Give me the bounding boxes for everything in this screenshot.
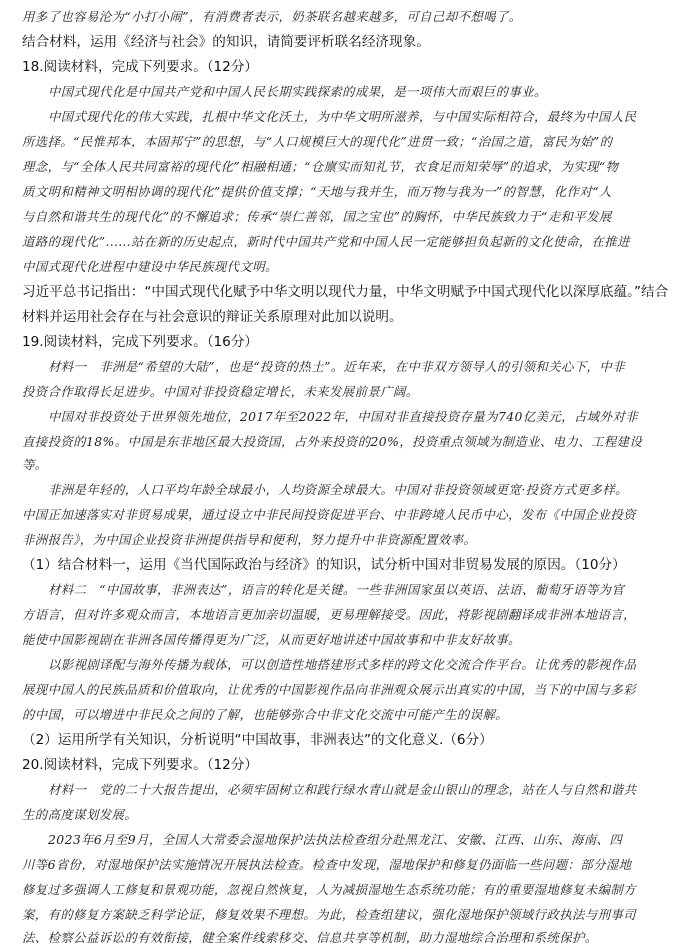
text-line: 非洲报告》，为中国企业投资非洲提供指导和便利，努力提升中非资源配置效率。 bbox=[22, 532, 477, 547]
question-prompt: 结合材料，运用《经济与社会》的知识，请简要评析联名经济现象。 bbox=[22, 34, 430, 50]
text-line: 法、检察公益诉讼的有效衔接，健全案件线索移交、信息共享等机制，助力湿地综合治理和系统保护。 bbox=[22, 930, 598, 945]
text-line: 用多了也容易沦为“小打小闹”，有消费者表示，奶茶联名越来越多，可自己却不想喝了。 bbox=[22, 9, 522, 24]
sub-question: （1）结合材料一，运用《当代国际政治与经济》的知识，试分析中国对非贸易发展的原因。（10分） bbox=[22, 557, 626, 573]
text-line: 的中国，可以增进中非民众之间的了解，也能够弥合中非文化交流中可能产生的误解。 bbox=[22, 707, 509, 722]
question-heading: 18.阅读材料，完成下列要求。（12分） bbox=[22, 59, 259, 75]
text-line: 等。 bbox=[22, 457, 48, 472]
text-line: 材料一 非洲是“希望的大陆”，也是“投资的热土”。近年来，在中非双方领导人的引领和关心下，中非 bbox=[48, 359, 625, 374]
text-line: 方语言，但对许多观众而言，本地语言更加亲切温暖，更易理解接受。因此，将影视剧翻译成非洲本地语言， bbox=[22, 607, 636, 622]
text-line: 川等6省份，对湿地保护法实施情况开展执法检查。检查中发现，湿地保护和修复仍面临一些问题：部分湿地 bbox=[22, 857, 632, 872]
text-line: 非洲是年轻的，人口平均年龄全球最小，人均资源全球最大。中国对非投资领域更宽·投资方式更多样。 bbox=[48, 482, 628, 497]
text-line: 修复过多强调人工修复和景观功能，忽视自然恢复，人为减损湿地生态系统功能；有的重要湿地修复未编制方 bbox=[22, 882, 636, 897]
text-line: 中国式现代化的伟大实践，扎根中华文化沃土，为中华文明所滋养，与中国实际相符合，最终为中国人民 bbox=[48, 109, 637, 124]
text-line: 中国对非投资处于世界领先地位，2017年至2022年，中国对非直接投资存量为740亿美元，占域外对非 bbox=[48, 409, 638, 424]
text-line: 理念，与“全体人民共同富裕的现代化”相融相通；“仓廪实而知礼节，衣食足而知荣辱”的追求，为实现“物 bbox=[22, 159, 619, 174]
text-line: 展现中国人的民族品质和价值取向，让优秀的中国影视作品向非洲观众展示出真实的中国，当下的中国与多彩 bbox=[22, 682, 636, 697]
text-line: 材料二 “中国故事，非洲表达”，语言的转化是关键。一些非洲国家虽以英语、法语、葡萄牙语等为官 bbox=[48, 582, 625, 597]
text-line: 质文明和精神文明相协调的现代化”提供价值支撑；“天地与我并生，而万物与我为一”的智慧，化作对“人 bbox=[22, 184, 612, 199]
question-heading: 19.阅读材料，完成下列要求。（16分） bbox=[22, 334, 259, 350]
sub-question: （2）运用所学有关知识，分析说明“中国故事，非洲表达”的文化意义.（6分） bbox=[22, 732, 493, 748]
text-line: 投资合作取得长足进步。中国对非投资稳定增长，未来发展前景广阔。 bbox=[22, 384, 419, 399]
text-line: 道路的现代化”……站在新的历史起点，新时代中国共产党和中国人民一定能够担负起新的文化使命，在推进 bbox=[22, 234, 630, 249]
text-line: 所选择。“民惟邦本，本固邦宁”的思想，与“人口规模巨大的现代化”进贯一致；“治国之道，富民为始”的 bbox=[22, 134, 613, 149]
text-line: 中国正加速落实对非贸易成果，通过设立中非民间投资促进平台、中非跨境人民币中心，发布《中国企业投资 bbox=[22, 507, 636, 522]
text-line: 材料一 党的二十大报告提出，必须牢固树立和践行绿水青山就是金山银山的理念，站在人与自然和谐共 bbox=[48, 782, 637, 797]
text-line: 以影视剧译配与海外传播为载体，可以创造性地搭建形式多样的跨文化交流合作平台。让优秀的影视作品 bbox=[48, 657, 637, 672]
text-line: 生的高度谋划发展。 bbox=[22, 807, 138, 822]
question-heading: 20.阅读材料，完成下列要求。（12分） bbox=[22, 757, 259, 773]
text-line: 直接投资的18%。中国是东非地区最大投资国，占外来投资的20%，投资重点领域为制造业、电力、工程建设 bbox=[22, 434, 643, 449]
text-line: 中国式现代化进程中建设中华民族现代文明。 bbox=[22, 259, 278, 274]
text-line: 能使中国影视剧在非洲各国传播得更为广泛，从而更好地讲述中国故事和中非友好故事。 bbox=[22, 632, 521, 647]
text-line: 2023年6月至9月，全国人大常委会湿地保护法执法检查组分赴黑龙江、安徽、江西、山东、海南、四 bbox=[48, 832, 623, 847]
text-line: 与自然和谐共生的现代化”的不懈追求；传承“崇仁善邻，国之宝也”的胸怀，中华民族致力于“走和平发展 bbox=[22, 209, 612, 224]
question-prompt: 材料并运用社会存在与社会意识的辩证关系原理对此加以说明。 bbox=[22, 309, 403, 325]
question-prompt: 习近平总书记指出：“中国式现代化赋予中华文明以现代力量，中华文明赋予中国式现代化以深厚底蕴。”结合 bbox=[22, 284, 669, 300]
text-line: 中国式现代化是中国共产党和中国人民长期实践探索的成果，是一项伟大而艰巨的事业。 bbox=[48, 84, 547, 99]
text-line: 案，有的修复方案缺乏科学论证，修复效果不理想。为此，检查组建议，强化湿地保护领域行政执法与刑事司 bbox=[22, 907, 636, 922]
